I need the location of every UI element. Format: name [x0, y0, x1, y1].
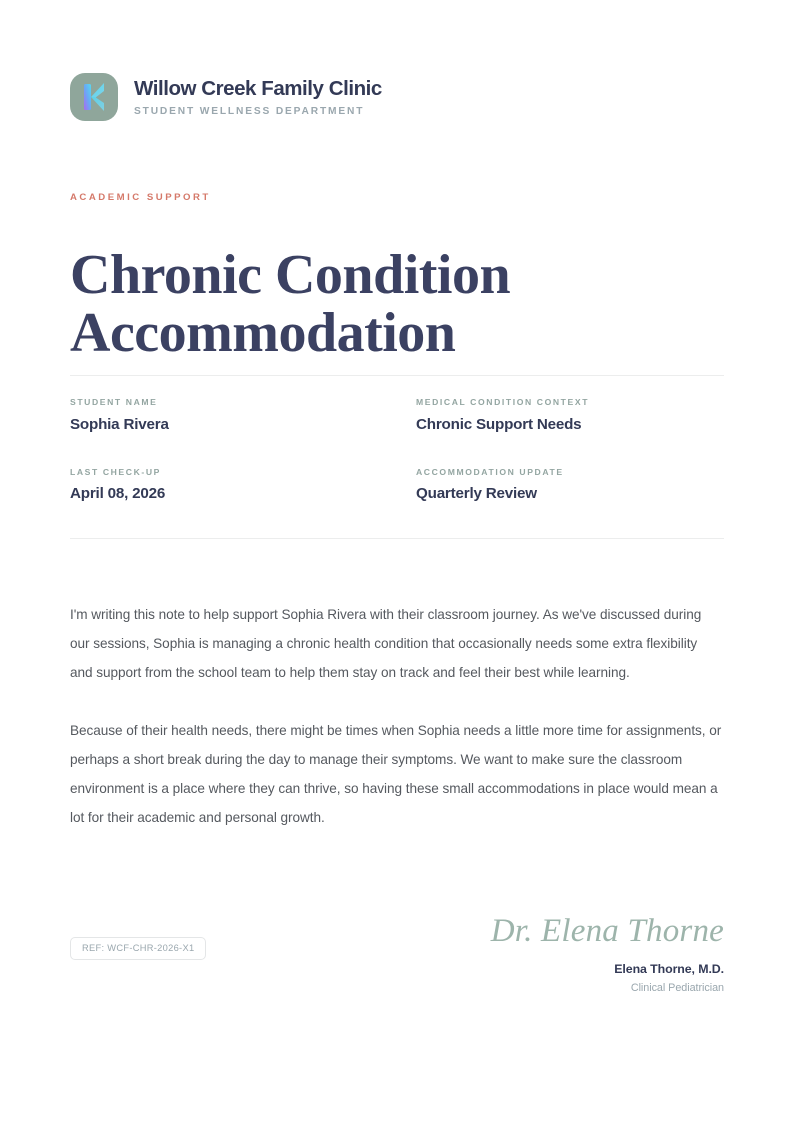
meta-label: LAST CHECK-UP — [70, 466, 161, 477]
meta-label: MEDICAL CONDITION CONTEXT — [416, 397, 590, 407]
reference-badge: REF: WCF-CHR-2026-X1 — [70, 937, 206, 960]
meta-label: ACCOMMODATION UPDATE — [416, 466, 564, 477]
meta-label: STUDENT NAME — [70, 397, 158, 407]
letter-k-logo-icon — [70, 73, 118, 121]
divider-bottom — [70, 538, 724, 539]
meta-value: Chronic Support Needs — [416, 415, 582, 433]
signature-name: Elena Thorne, M.D. — [614, 961, 724, 976]
meta-field-accommodation-update — [416, 468, 724, 504]
page-title: Chronic Condition Accommodation — [70, 243, 511, 364]
meta-value: April 08, 2026 — [70, 485, 166, 503]
department-name: STUDENT WELLNESS DEPARTMENT — [134, 106, 365, 118]
meta-value: Sophia Rivera — [70, 415, 169, 433]
body-paragraph-1: I'm writing this note to help support Sophia Rivera with their classroom journey. As we've discussed during our sessions, Sophia is managing a chronic health condition that occasionally needs some extra flexibility and support from the school team to help them stay on track and feel their best while learning. — [70, 607, 702, 680]
clinic-logo — [70, 73, 118, 121]
divider-top — [70, 375, 724, 376]
body-paragraph-2: Because of their health needs, there might be times when Sophia needs a little more time for assignments, or perhaps a short break during the day to manage their symptoms. We want to make sure the classroom environment is a place where they can thrive, so having these small accommodations in place would mean a lot for their academic and personal growth. — [70, 723, 722, 825]
clinic-name: Willow Creek Family Clinic — [134, 76, 382, 100]
brand-text — [134, 77, 382, 118]
letter-body — [70, 601, 722, 833]
meta-field-last-checkup — [70, 468, 416, 504]
signature-script: Dr. Elena Thorne — [490, 913, 724, 949]
eyebrow-label: ACADEMIC SUPPORT — [70, 192, 211, 203]
metadata-grid — [70, 398, 724, 504]
meta-field-student-name — [70, 398, 416, 434]
brand-header — [70, 73, 382, 121]
signature-block — [364, 912, 724, 995]
signature-role: Clinical Pediatrician — [630, 981, 724, 994]
meta-field-condition-context — [416, 398, 724, 434]
meta-value: Quarterly Review — [416, 485, 537, 503]
